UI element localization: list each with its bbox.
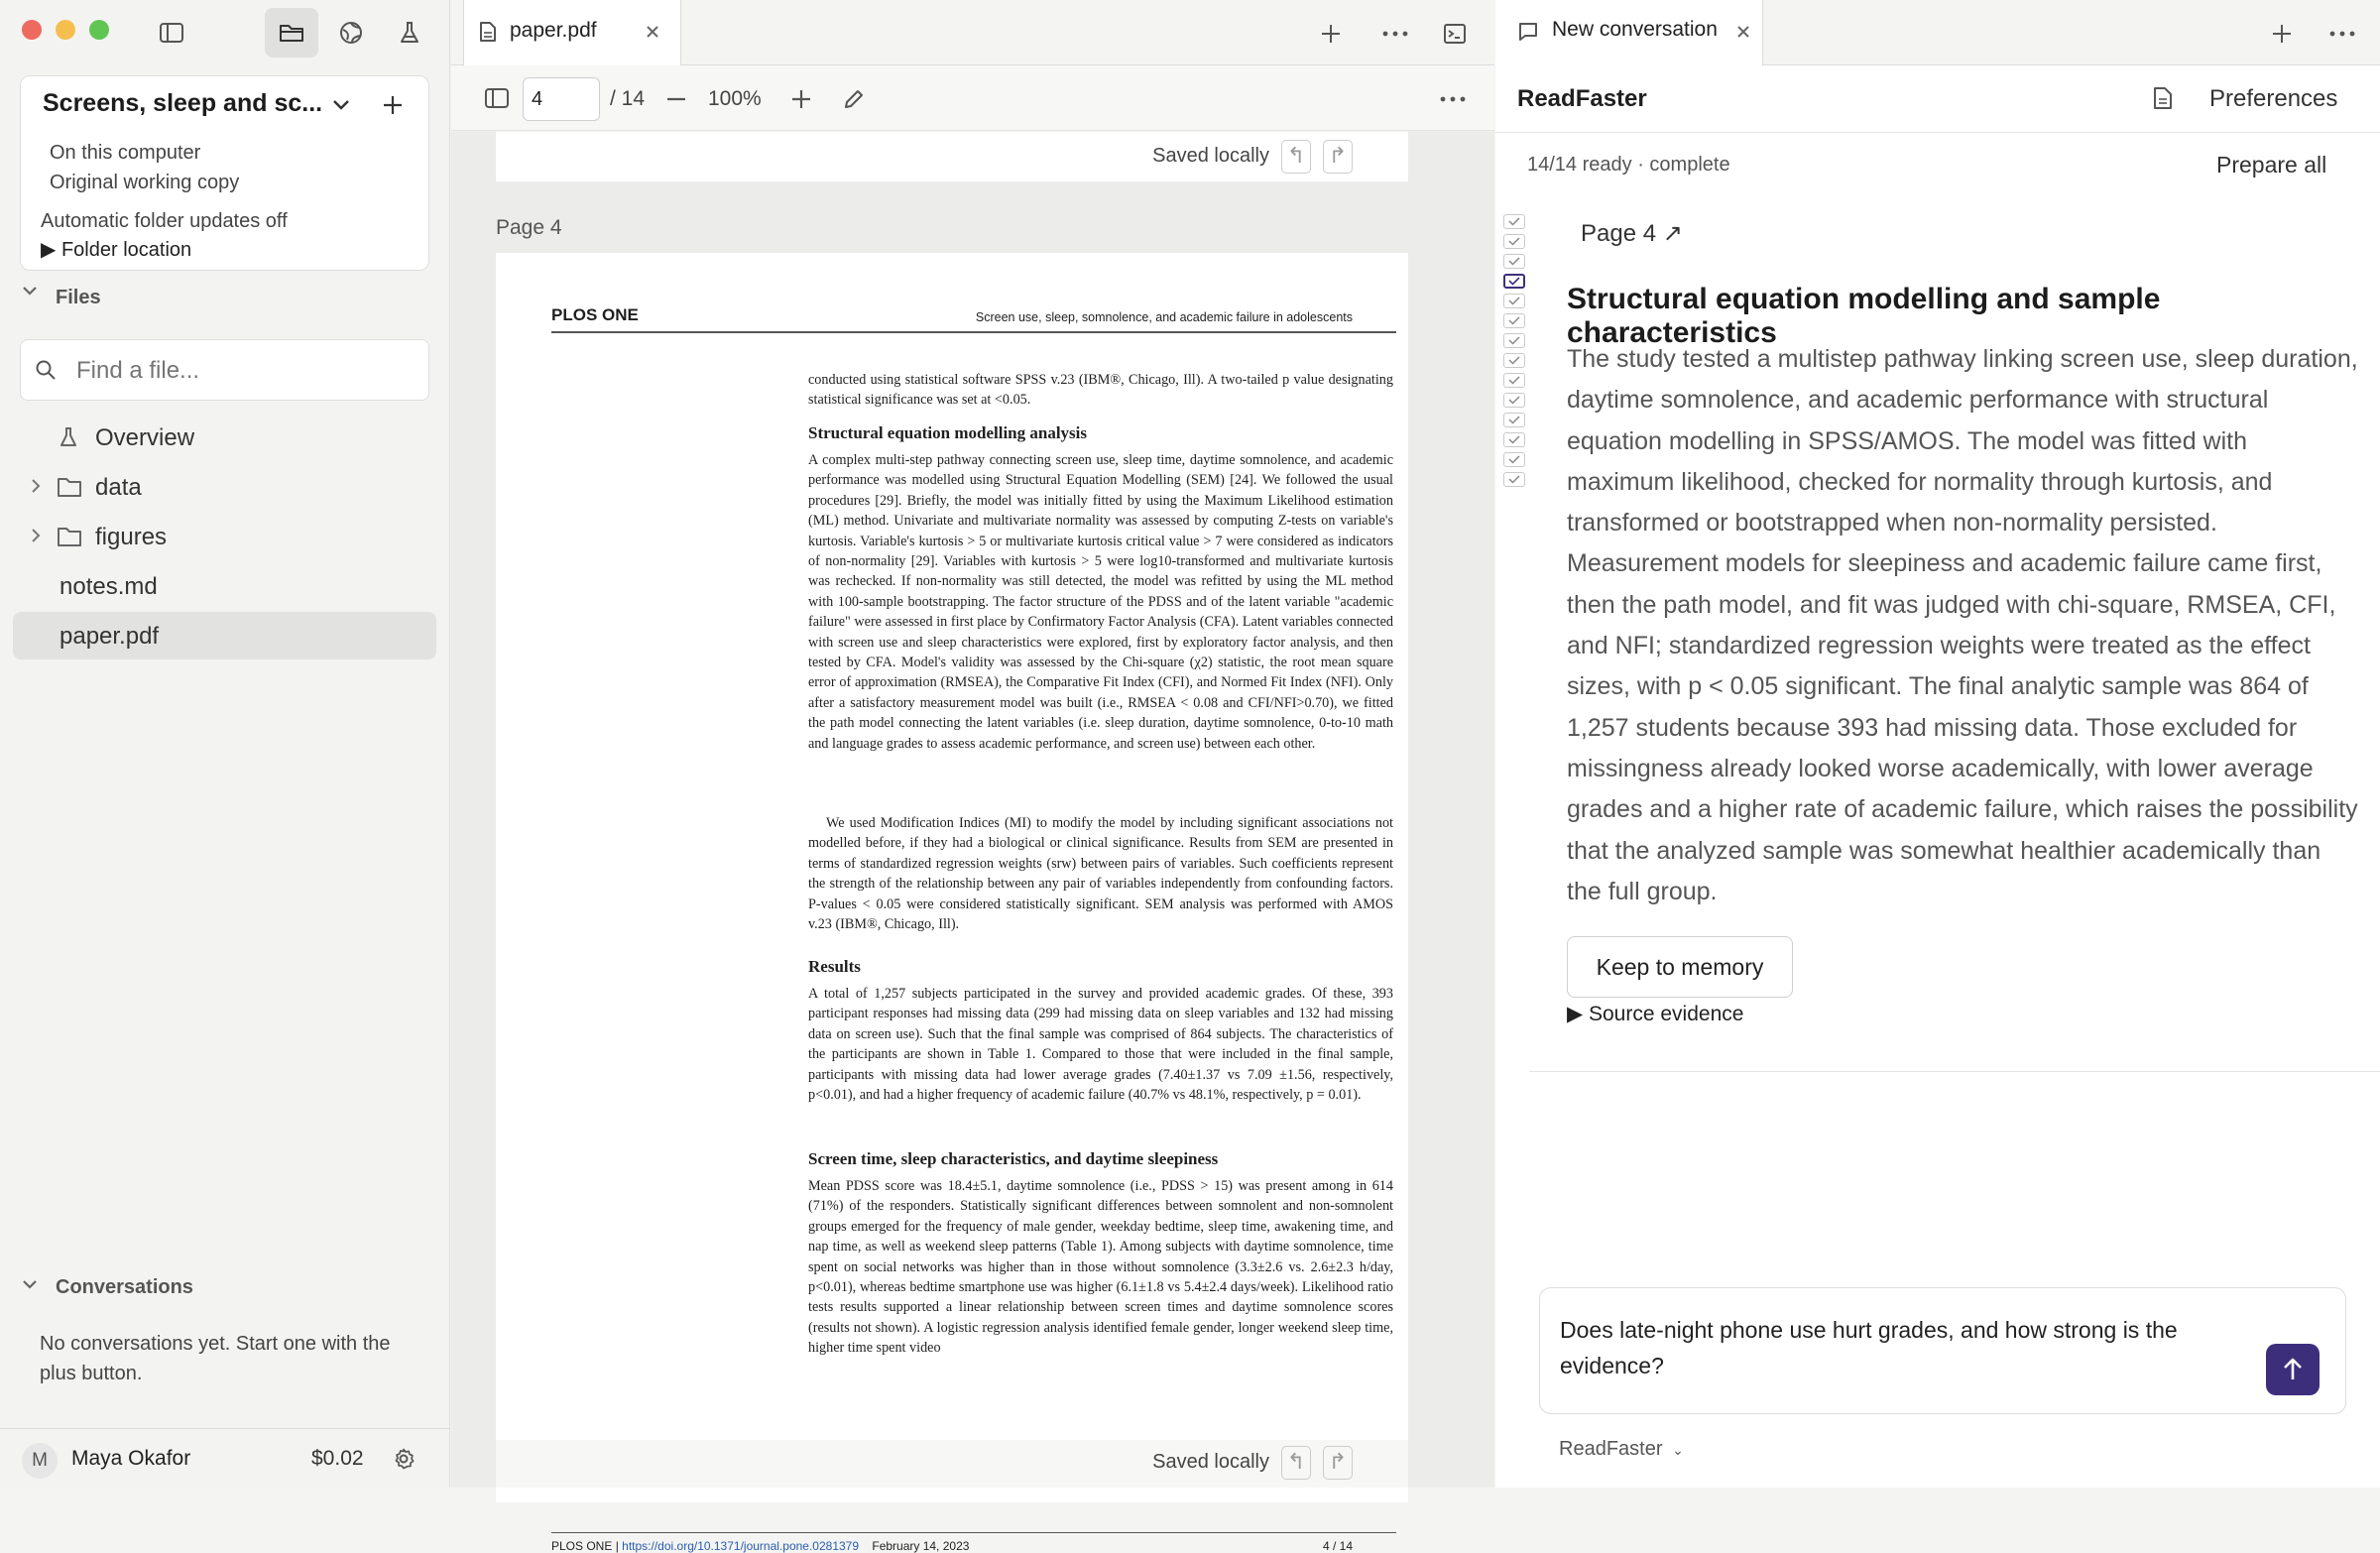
gear-icon[interactable]	[387, 1442, 420, 1476]
close-window-button[interactable]	[22, 20, 42, 40]
document-viewport[interactable]	[451, 132, 1494, 1553]
sidebar	[0, 0, 450, 1488]
footer-rule	[551, 1532, 1396, 1533]
app-name: ReadFaster	[1517, 85, 1647, 112]
page-check-2[interactable]	[1503, 234, 1525, 249]
source-evidence-toggle[interactable]	[1567, 1002, 1743, 1026]
pdf-paragraph: A complex multi-step pathway connecting screen use, sleep time, daytime somnolence, and academic performance was modelled using Structural Equation Modelling (SEM) [24]. We followed the usual procedures [29]. Briefly, the model was initially fitted by using the Maximum Likelihood estimation (ML) method. Univariate and multivariate normality was assessed by computing Z-tests on variable's kurtosis. Variable's kurtosis > 5 or multivariate kurtosis critical value > 7 were considered as indicators of non-normality [29]. Variables with kurtosis > 5 were log10-transformed and multivariate kurtosis was rechecked. If non-normality was still detected, the model was refitted by using the ML method with 100-sample bootstrapping. The factor structure of the PDSS and of the latent variable "academic failure" were assessed in first place by Confirmatory Factor Analysis (CFA). Latent variables connected with screen use and sleep characteristics were explored, first by exploratory factor analysis, and then tested by CFA. Model's validity was assessed by the Chi-square (χ2) statistic, the root mean square error of approximation (RMSEA), the Comparative Fit Index (CFI), and Normed Fit Index (NFI). Only after a satisfactory measurement model was built (i.e., RMSEA < 0.08 and CFI/NFI>0.70), we fitted the path model connecting the latent variables (i.e. sleep duration, daytime somnolence, 0-to-10 math and language grades to assess academic performance, and screen use) between each other.	[808, 452, 1393, 752]
chat-pane	[1495, 0, 2380, 1488]
file-label: notes.md	[60, 573, 158, 600]
project-card	[20, 75, 429, 271]
message-input[interactable]: Does late-night phone use hurt grades, and how strong is the evidence?	[1560, 1317, 2178, 1378]
pdf-pane	[451, 0, 1494, 1553]
pdf-heading: Results	[808, 957, 861, 976]
page-check-4-active[interactable]	[1503, 274, 1525, 289]
file-label: data	[95, 474, 142, 501]
page-check-12[interactable]	[1503, 432, 1525, 447]
footer-journal: PLOS ONE |	[551, 1539, 619, 1553]
file-item-paper[interactable]	[13, 612, 436, 659]
page-check-8[interactable]	[1503, 353, 1525, 368]
folder-icon	[57, 526, 82, 547]
document-icon	[479, 21, 497, 43]
flask-icon[interactable]	[392, 16, 427, 50]
terminal-icon[interactable]	[1437, 16, 1473, 52]
conversations-empty: No conversations yet. Start one with the plus button.	[40, 1333, 391, 1384]
project-title[interactable]: Screens, sleep and sc...	[43, 89, 323, 117]
page-check-6[interactable]	[1503, 313, 1525, 328]
disclosure-triangle-icon: ▶	[1567, 1003, 1584, 1025]
divider	[1529, 1071, 2380, 1072]
close-tab-icon[interactable]	[639, 18, 666, 46]
preferences-button[interactable]: Preferences	[2209, 85, 2338, 112]
new-conversation-icon[interactable]	[2265, 17, 2299, 51]
pdf-footer	[551, 1539, 969, 1553]
file-label: figures	[95, 524, 168, 550]
divider	[1495, 132, 2380, 133]
page-check-7[interactable]	[1503, 333, 1525, 348]
footer-date: February 14, 2023	[872, 1539, 970, 1553]
files-header[interactable]: Files	[56, 287, 101, 308]
page-check-5[interactable]	[1503, 294, 1525, 308]
page-total: / 14	[610, 87, 646, 110]
pdf-heading: Structural equation modelling analysis	[808, 423, 1088, 442]
header-rule	[551, 331, 1396, 333]
avatar[interactable]: M	[22, 1443, 58, 1479]
pdf-paragraph: conducted using statistical software SPSS v.23 (IBM®, Chicago, Ill). A two-tailed p value designating statistical significance was set at <0.05.	[808, 372, 1393, 409]
summary-heading: Structural equation modelling and sample characteristics	[1567, 283, 2161, 349]
file-label: paper.pdf	[60, 623, 160, 650]
zoom-in-icon[interactable]	[784, 82, 818, 116]
keep-to-memory-button[interactable]: Keep to memory	[1567, 936, 1793, 998]
page-check-13[interactable]	[1503, 452, 1525, 467]
file-item-notes[interactable]	[13, 562, 436, 610]
folder-view-icon[interactable]	[265, 8, 318, 58]
divider	[0, 1428, 450, 1429]
journal-header: PLOS ONE	[551, 305, 639, 324]
folder-location-label: Folder location	[60, 239, 192, 261]
running-title: Screen use, sleep, somnolence, and academic failure in adolescents	[975, 310, 1353, 324]
files-collapse-icon[interactable]	[22, 286, 52, 309]
saved-status: Saved locally	[1152, 1451, 1269, 1473]
chevron-right-icon[interactable]	[30, 478, 42, 494]
undo-icon[interactable]: ↰	[1281, 1446, 1311, 1480]
message-composer[interactable]	[1539, 1287, 2346, 1414]
disclosure-triangle-icon: ▶	[41, 239, 57, 261]
pdf-paragraph: A total of 1,257 subjects participated in the survey and provided academic grades. Of these, 393 participant responses had missing data (299 had missing data on sleep variables and 132 had missing data on screen use). Such that the final sample was comprised of 864 subjects. The characteristics of the participants are shown in Table 1. Compared to those that were included in the final sample, participants with missing data had lower average grades (7.40±1.37 vs 7.09 ±1.56, respectively, p<0.01), and had a higher frequency of academic failure (40.7% vs 48.1%, respectively, p = 0.01).	[808, 986, 1393, 1104]
minimize-window-button[interactable]	[56, 20, 75, 40]
source-evidence-label: Source evidence	[1589, 1003, 1744, 1025]
tab-bar	[451, 0, 1494, 65]
user-name: Maya Okafor	[71, 1447, 191, 1470]
page-check-1[interactable]	[1503, 214, 1525, 229]
document-icon[interactable]	[2146, 81, 2180, 115]
redo-icon[interactable]: ↱	[1323, 140, 1353, 174]
page-label: Page 4	[496, 216, 562, 239]
zoom-level[interactable]: 100%	[708, 87, 762, 110]
file-item-overview[interactable]	[13, 414, 436, 461]
new-tab-icon[interactable]	[1314, 17, 1348, 51]
file-item-figures[interactable]	[13, 513, 436, 560]
search-input[interactable]	[76, 352, 414, 390]
location-line: On this computer	[50, 142, 201, 164]
usage-cost: $0.02	[311, 1447, 364, 1470]
folder-icon	[57, 476, 82, 498]
flask-icon	[59, 426, 78, 448]
file-search[interactable]	[20, 339, 429, 401]
prepare-all-button[interactable]: Prepare all	[2216, 152, 2327, 178]
add-project-button[interactable]	[376, 88, 410, 122]
more-options-icon[interactable]	[2322, 17, 2362, 51]
pdf-page	[496, 253, 1408, 1553]
file-item-data[interactable]	[13, 463, 436, 511]
zoom-window-button[interactable]	[89, 20, 109, 40]
conversations-collapse-icon[interactable]	[22, 1279, 52, 1303]
doi-link[interactable]: https://doi.org/10.1371/journal.pone.0281379	[622, 1539, 860, 1553]
undo-icon[interactable]: ↰	[1281, 140, 1311, 174]
working-copy-line: Original working copy	[50, 172, 240, 193]
summary-text: The study tested a multistep pathway linking screen use, sleep duration, daytime somnolence, and academic performance with structural equation modelling in SPSS/AMOS. The model was fitted with maximum likelihood, checked for normality through kurtosis, and transformed or bootstrapped when non-normality persisted. Measurement models for sleepiness and academic failure came first, then the path model, and fit was judged with chi-square, RMSEA, CFI, and NFI; standardized regression weights were treated as the effect sizes, with p < 0.05 significant. The final analytic sample was 864 of 1,257 students because 393 had missing data. Those excluded for missingness already looked worse academically, with lower average grades and a higher rate of academic failure, which raises the possibility that the analyzed sample was somewhat healthier academically than the full group.	[1567, 345, 2358, 905]
page-check-9[interactable]	[1503, 373, 1525, 388]
chat-tab-bar	[1495, 0, 2380, 65]
send-button[interactable]	[2266, 1344, 2320, 1395]
page-check-11[interactable]	[1503, 413, 1525, 427]
pdf-paragraph: We used Modification Indices (MI) to modify the model by including significant associations not modelled before, if they had a biological or clinical significance. Results from SEM are presented in terms of standardized regression weights (srw) between pairs of variables. Such coefficients represent the strength of the relationship between any pair of variables independently from confounding factors. P-values < 0.05 were considered statistically significant. SEM analysis was performed with AMOS v.23 (IBM®, Chicago, Ill).	[808, 815, 1393, 933]
page-check-10[interactable]	[1503, 393, 1525, 408]
chat-bubble-icon	[1517, 21, 1539, 43]
file-label: Overview	[95, 424, 195, 451]
more-options-icon[interactable]	[1433, 82, 1473, 116]
model-selector[interactable]	[1559, 1438, 1684, 1461]
progress-status: 14/14 ready · complete	[1527, 154, 1730, 176]
conversations-header[interactable]: Conversations	[56, 1276, 193, 1298]
saved-status: Saved locally	[1152, 145, 1269, 167]
more-options-icon[interactable]	[1375, 17, 1415, 51]
page-number-input[interactable]: 4	[523, 77, 600, 121]
pdf-heading: Screen time, sleep characteristics, and daytime sleepiness	[808, 1149, 1219, 1168]
redo-icon[interactable]: ↱	[1323, 1446, 1353, 1480]
folder-updates-status: Automatic folder updates off	[41, 210, 288, 232]
zoom-out-icon[interactable]	[659, 82, 693, 116]
globe-icon[interactable]	[333, 16, 369, 50]
page-link[interactable]: Page 4 ↗	[1581, 220, 1683, 247]
page-check-14[interactable]	[1503, 472, 1525, 487]
bottom-bar	[496, 1440, 1408, 1488]
search-icon	[35, 359, 57, 381]
tab-paper-pdf[interactable]	[463, 0, 681, 66]
chevron-down-icon[interactable]	[326, 90, 356, 120]
chevron-right-icon[interactable]	[30, 528, 42, 543]
tab-label: New conversation	[1552, 18, 1718, 41]
previous-page	[496, 132, 1408, 181]
thumbnails-toggle-icon[interactable]	[477, 81, 517, 115]
close-tab-icon[interactable]	[1729, 18, 1757, 46]
model-label: ReadFaster	[1559, 1438, 1663, 1460]
pdf-toolbar	[451, 65, 1494, 131]
tab-label: paper.pdf	[510, 19, 597, 42]
tab-new-conversation[interactable]	[1495, 0, 1763, 66]
sidebar-toggle-icon[interactable]	[154, 16, 189, 50]
chevron-down-icon: ⌄	[1672, 1442, 1684, 1458]
folder-location-toggle[interactable]	[41, 237, 191, 262]
page-check-3[interactable]	[1503, 254, 1525, 269]
pdf-paragraph: Mean PDSS score was 18.4±5.1, daytime somnolence (i.e., PDSS > 15) was present among in 614 (71%) of the responders. Statistically significant differences between somnolent and non-somnolent groups emerged for the frequency of male gender, weekday bedtime, sleep time, awakening time, and nap time, as well as weekend sleep patterns (Table 1). Among subjects with daytime somnolence, time spent on social networks was higher than in those without somnolence (3.3±2.6 vs. 2.6±2.3 h/day, p<0.01), whereas bedtime smartphone use was higher (6.1±1.8 vs 5.4±2.4 days/week). Likelihood ratio tests results supported a linear relationship between screen times and daytime somnolence scores (results not shown). A logistic regression analysis identified female gender, longer weekend sleep time, higher time spent video	[808, 1178, 1393, 1357]
pen-icon[interactable]	[837, 82, 871, 116]
footer-page-number: 4 / 14	[1322, 1539, 1353, 1553]
